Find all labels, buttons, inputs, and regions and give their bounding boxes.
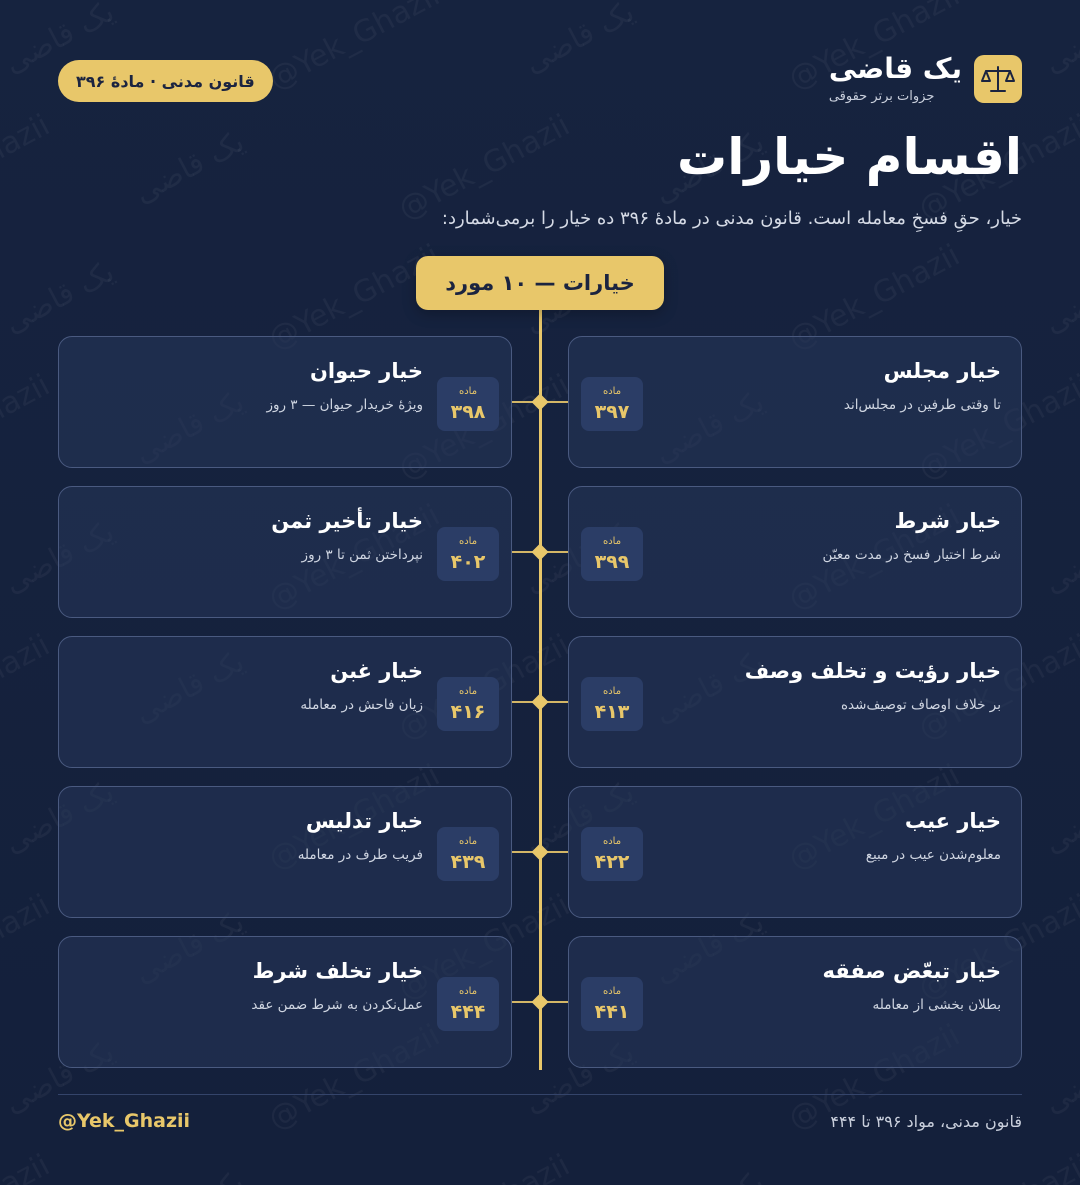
option-title: خیار حیوان bbox=[310, 359, 423, 383]
article-badge bbox=[437, 977, 499, 1031]
article-badge bbox=[437, 677, 499, 731]
option-title: خیار غبن bbox=[330, 659, 423, 683]
article-badge bbox=[581, 827, 643, 881]
footer-divider bbox=[58, 1094, 1022, 1095]
timeline-connector bbox=[512, 701, 539, 703]
article-number: ۴۱۶ bbox=[450, 700, 486, 723]
option-title: خیار عیب bbox=[904, 809, 1001, 833]
option-title: خیار رؤیت و تخلف وصف bbox=[744, 659, 1001, 683]
brand bbox=[829, 54, 1022, 104]
brand-tagline: جزوات برتر حقوقی bbox=[828, 88, 935, 104]
option-description: فریب طرف در معامله bbox=[297, 847, 423, 863]
article-badge bbox=[437, 827, 499, 881]
footer-handle: @Yek_Ghazii bbox=[58, 1110, 191, 1132]
article-badge bbox=[437, 377, 499, 431]
page-title: اقسام خیارات bbox=[677, 128, 1022, 186]
watermark-text bbox=[0, 628, 55, 747]
watermark-text bbox=[0, 368, 55, 487]
article-number: ۳۹۷ bbox=[594, 400, 630, 423]
option-description: تا وقتی طرفین در مجلس‌اند bbox=[843, 397, 1001, 413]
timeline-connector bbox=[512, 851, 539, 853]
watermark-text bbox=[1039, 0, 1080, 81]
option-card bbox=[58, 936, 512, 1068]
option-card bbox=[58, 486, 512, 618]
article-badge-label: ماده bbox=[458, 385, 478, 397]
article-badge bbox=[581, 377, 643, 431]
watermark-text bbox=[913, 1148, 1080, 1185]
option-card bbox=[568, 936, 1022, 1068]
timeline-line bbox=[539, 310, 542, 1070]
option-description: شرط اختیار فسخ در مدت معیّن bbox=[822, 547, 1001, 563]
article-number: ۴۴۱ bbox=[594, 1000, 630, 1023]
watermark-text bbox=[1039, 254, 1080, 341]
watermark-text bbox=[0, 888, 55, 1007]
watermark-text bbox=[649, 1164, 770, 1185]
article-badge-label: ماده bbox=[458, 685, 478, 697]
article-number: ۳۹۸ bbox=[450, 400, 486, 423]
brand-name: یک قاضی bbox=[828, 52, 962, 85]
watermark-text bbox=[129, 124, 250, 211]
option-card bbox=[568, 786, 1022, 918]
article-badge-label: ماده bbox=[602, 835, 622, 847]
article-number: ۴۴۴ bbox=[450, 1000, 486, 1023]
timeline-header: خیارات — ۱۰ مورد bbox=[416, 256, 664, 310]
option-title: خیار شرط bbox=[894, 509, 1001, 533]
watermark-text bbox=[393, 1148, 576, 1185]
watermark-text bbox=[0, 254, 120, 341]
article-badge-label: ماده bbox=[458, 835, 478, 847]
option-title: خیار مجلس bbox=[883, 359, 1001, 383]
article-badge bbox=[581, 527, 643, 581]
article-number: ۳۹۹ bbox=[594, 550, 630, 573]
timeline-connector bbox=[512, 551, 539, 553]
option-description: بطلان بخشی از معامله bbox=[872, 997, 1001, 1013]
source-badge: قانون مدنی · مادهٔ ۳۹۶ bbox=[58, 60, 273, 102]
footer-note: قانون مدنی، مواد ۳۹۶ تا ۴۴۴ bbox=[830, 1112, 1022, 1131]
option-card bbox=[58, 636, 512, 768]
option-card bbox=[568, 486, 1022, 618]
article-badge bbox=[581, 977, 643, 1031]
watermark-text bbox=[0, 108, 55, 227]
option-card bbox=[58, 336, 512, 468]
option-title: خیار تدلیس bbox=[305, 809, 423, 833]
option-description: بر خلاف اوصاف توصیف‌شده bbox=[840, 697, 1001, 713]
article-badge bbox=[581, 677, 643, 731]
watermark-text bbox=[519, 0, 640, 81]
page-subtitle: خیار، حقِ فسخِ معامله است. قانون مدنی در مادهٔ ۳۹۶ ده خیار را برمی‌شمارد: bbox=[441, 208, 1022, 229]
watermark-text bbox=[263, 0, 446, 97]
article-number: ۴۱۳ bbox=[594, 700, 630, 723]
article-number: ۴۲۲ bbox=[594, 850, 630, 873]
article-badge-label: ماده bbox=[602, 535, 622, 547]
article-badge-label: ماده bbox=[602, 385, 622, 397]
article-badge-label: ماده bbox=[602, 985, 622, 997]
article-badge-label: ماده bbox=[458, 985, 478, 997]
article-number: ۴۰۲ bbox=[450, 550, 486, 573]
article-badge bbox=[437, 527, 499, 581]
option-card bbox=[568, 336, 1022, 468]
option-title: خیار تأخیر ثمن bbox=[271, 509, 423, 533]
option-description: زیان فاحش در معامله bbox=[300, 697, 423, 713]
watermark-text bbox=[1039, 514, 1080, 601]
option-description: نپرداختن ثمن تا ۳ روز bbox=[301, 547, 423, 563]
timeline-connector bbox=[512, 401, 539, 403]
article-badge-label: ماده bbox=[602, 685, 622, 697]
option-description: عمل‌نکردن به شرط ضمن عقد bbox=[251, 997, 423, 1013]
option-description: معلوم‌شدن عیب در مبیع bbox=[865, 847, 1001, 863]
option-card bbox=[58, 786, 512, 918]
brand-text bbox=[829, 54, 962, 104]
watermark-text bbox=[1039, 1034, 1080, 1121]
watermark-text bbox=[0, 1148, 55, 1185]
scales-of-justice-icon bbox=[974, 55, 1022, 103]
option-description: ویژهٔ خریدار حیوان — ۳ روز bbox=[266, 397, 423, 413]
timeline-connector bbox=[512, 1001, 539, 1003]
article-number: ۴۳۹ bbox=[450, 850, 486, 873]
option-title: خیار تبعّض صفقه bbox=[822, 959, 1001, 983]
option-title: خیار تخلف شرط bbox=[252, 959, 423, 983]
option-card bbox=[568, 636, 1022, 768]
watermark-text bbox=[1039, 774, 1080, 861]
watermark-text bbox=[129, 1164, 250, 1185]
article-badge-label: ماده bbox=[458, 535, 478, 547]
